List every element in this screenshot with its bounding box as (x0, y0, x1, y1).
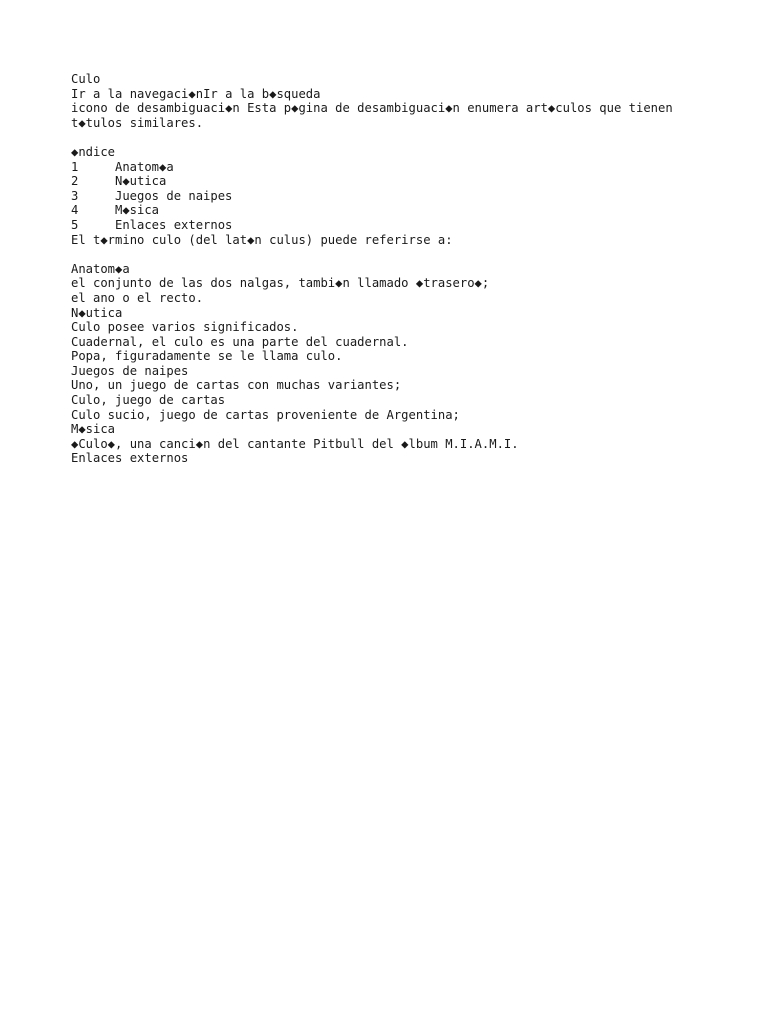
section-heading: Juegos de naipes (71, 363, 189, 378)
list-item: Popa, figuradamente se le llama culo. (71, 349, 343, 364)
section-enlaces-externos (71, 451, 711, 466)
article-body (71, 72, 711, 466)
section-heading: Anatom◆a (71, 261, 130, 276)
toc-heading: ◆ndice (71, 144, 116, 159)
list-item: Cuadernal, el culo es una parte del cuadernal. (71, 334, 409, 349)
list-item: Culo, juego de cartas (71, 393, 226, 408)
go-to-search-link[interactable]: Ir a la b◆squeda (203, 86, 321, 101)
toc-item-nautica[interactable] (71, 174, 711, 189)
page-title: Culo (71, 72, 101, 86)
section-nautica (71, 306, 711, 364)
toc-item-label: Anatom◆a (115, 159, 174, 174)
section-musica (71, 422, 711, 451)
list-item: Culo posee varios significados. (71, 320, 299, 335)
list-item: el conjunto de las dos nalgas, tambi◆n llamado ◆trasero◆; (71, 276, 490, 291)
intro-text: El t◆rmino culo (del lat◆n culus) puede referirse a: (71, 232, 453, 247)
list-item: Uno, un juego de cartas con muchas variantes; (71, 378, 402, 393)
toc-item-label: M◆sica (115, 203, 160, 218)
toc-item-number: 2 (71, 174, 79, 189)
toc-item-label: Enlaces externos (115, 217, 233, 232)
list-item: ◆Culo◆, una canci◆n del cantante Pitbull del ◆lbum M.I.A.M.I. (71, 436, 519, 451)
toc-item-musica[interactable] (71, 203, 711, 218)
section-heading: M◆sica (71, 422, 116, 437)
toc-item-label: Juegos de naipes (115, 188, 233, 203)
section-heading: N◆utica (71, 305, 123, 320)
toc-item-number: 4 (71, 203, 79, 218)
toc-item-juegos-de-naipes[interactable] (71, 189, 711, 204)
table-of-contents (71, 145, 711, 233)
list-item: el ano o el recto. (71, 290, 204, 305)
toc-item-anatomia[interactable] (71, 160, 711, 175)
section-heading: Enlaces externos (71, 451, 189, 466)
toc-item-enlaces-externos[interactable] (71, 218, 711, 233)
section-anatomia (71, 262, 711, 306)
toc-item-label: N◆utica (115, 174, 167, 189)
spacer (71, 130, 711, 145)
skip-links (71, 87, 711, 102)
toc-item-number: 1 (71, 159, 79, 174)
spacer (71, 247, 711, 262)
go-to-navigation-link[interactable]: Ir a la navegaci◆n (71, 86, 204, 101)
toc-item-number: 3 (71, 188, 79, 203)
list-item: Culo sucio, juego de cartas proveniente de Argentina; (71, 407, 460, 422)
toc-item-number: 5 (71, 217, 79, 232)
section-juegos-de-naipes (71, 364, 711, 422)
disambiguation-notice: icono de desambiguaci◆n Esta p◆gina de desambiguaci◆n enumera art◆culos que tienen t◆tulos similares. (71, 101, 673, 130)
